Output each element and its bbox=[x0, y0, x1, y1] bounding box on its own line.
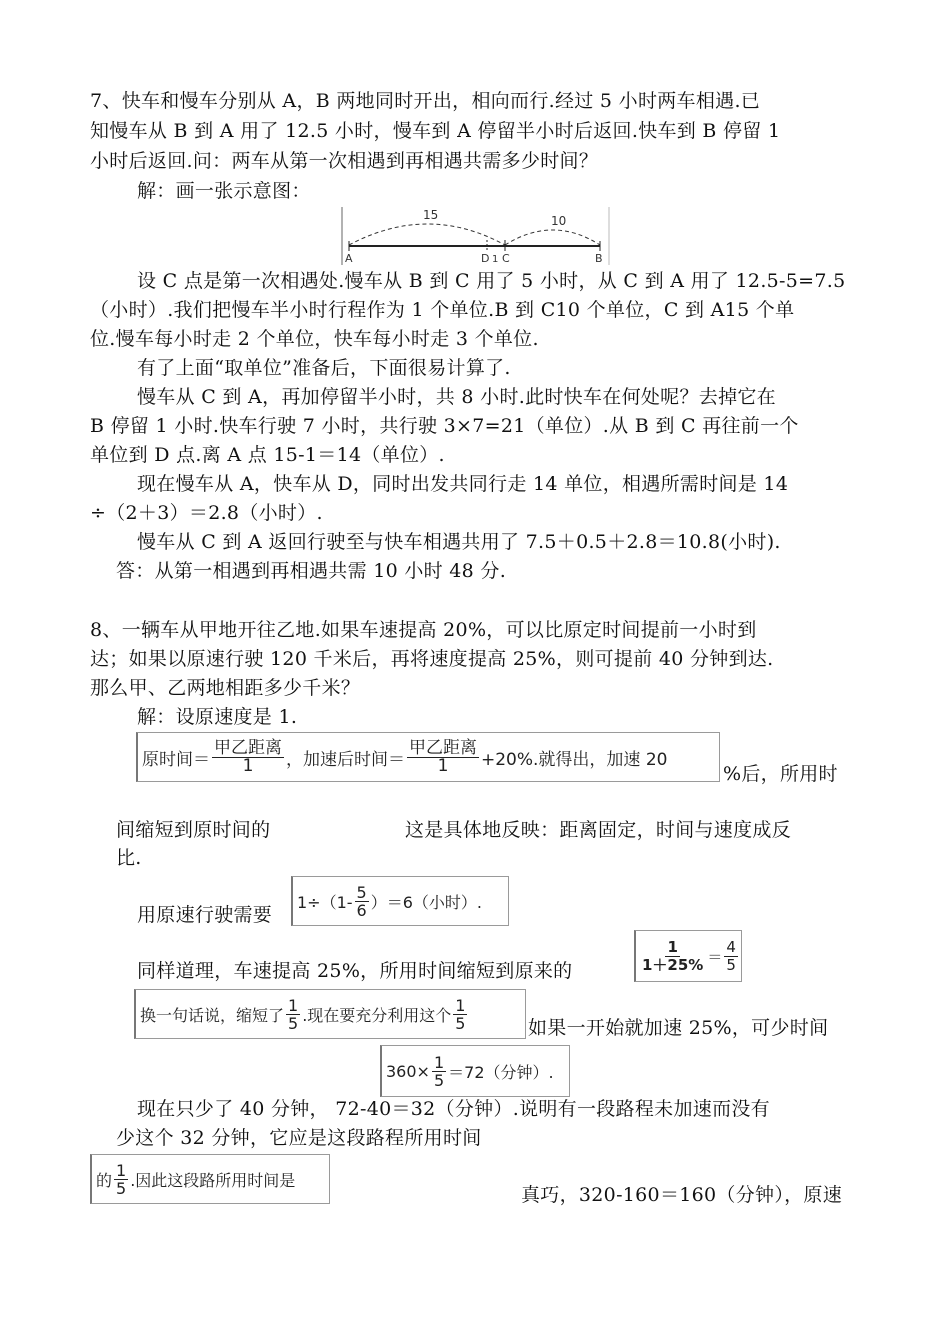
diagram-point-d: D bbox=[481, 252, 490, 265]
fraction-denominator: 5 bbox=[116, 1178, 127, 1198]
p8-line-10: 如果一开始就加速 25%，可少时间 bbox=[528, 1017, 829, 1039]
fraction bbox=[355, 884, 369, 919]
diagram-label-10: 10 bbox=[551, 214, 567, 228]
p8-line-2: 达；如果以原速行驶 120 千米后，再将速度提高 25%，则可提前 40 分钟到达. bbox=[90, 648, 774, 670]
fraction-denominator: 5 bbox=[726, 955, 736, 974]
diagram-unit-1: 1 bbox=[492, 254, 499, 265]
formula-text: ＝ bbox=[707, 947, 723, 966]
formula-text: .现在要充分利用这个 bbox=[302, 1005, 452, 1025]
fraction-numerator: 1 bbox=[433, 1052, 445, 1072]
p7-line-8: 有了上面“取单位”准备后，下面很易计算了. bbox=[137, 357, 511, 379]
diagram-point-b: B bbox=[595, 252, 603, 265]
p8-line-11: 现在只少了 40 分钟， 72-40＝32（分钟）.说明有一段路程未加速而没有 bbox=[137, 1098, 770, 1120]
p8-line-12: 少这个 32 分钟，它应是这段路程所用时间 bbox=[116, 1127, 482, 1149]
p7-line-14: 慢车从 C 到 A 返回行驶至与快车相遇共用了 7.5＋0.5＋2.8＝10.8(小时). bbox=[137, 531, 781, 553]
formula-text: .因此这段路所用时间是 bbox=[130, 1170, 296, 1190]
p7-solution-heading: 解：画一张示意图： bbox=[137, 180, 311, 202]
fraction bbox=[212, 737, 284, 776]
formula-box-original-time bbox=[291, 876, 509, 926]
fraction-denominator: 5 bbox=[455, 1013, 466, 1033]
p7-line-7: 位.慢车每小时走 2 个单位，快车每小时走 3 个单位. bbox=[90, 328, 539, 350]
p7-line-3: 小时后返回.问：两车从第一次相遇到再相遇共需多少时间？ bbox=[90, 150, 599, 172]
formula-text: ＝72（分钟）. bbox=[448, 1062, 554, 1082]
p8-line-7: 比. bbox=[116, 847, 142, 869]
fraction bbox=[286, 997, 300, 1032]
fraction-numerator: 1 bbox=[288, 995, 299, 1015]
fraction bbox=[453, 997, 467, 1032]
formula-text: ，加速后时间＝ bbox=[286, 749, 405, 770]
diagram-label-15: 15 bbox=[423, 208, 439, 222]
fraction-denominator: 6 bbox=[356, 900, 367, 920]
p7-line-9: 慢车从 C 到 A，再加停留半小时，共 8 小时.此时快车在何处呢？去掉它在 bbox=[137, 386, 776, 408]
p8-line-6a: 间缩短到原时间的 bbox=[116, 819, 271, 841]
p8-line-1: 8、一辆车从甲地开往乙地.如果车速提高 20%，可以比原定时间提前一小时到 bbox=[90, 619, 757, 641]
formula-text: 的 bbox=[96, 1170, 113, 1190]
p8-line-6b: 这是具体地反映：距离固定，时间与速度成反 bbox=[405, 819, 792, 841]
fraction-numerator: 1 bbox=[116, 1160, 127, 1180]
fraction bbox=[114, 1162, 128, 1197]
p8-line-13: 真巧，320-160＝160（分钟），原速 bbox=[521, 1184, 843, 1206]
p7-line-5: 设 C 点是第一次相遇处.慢车从 B 到 C 用了 5 小时，从 C 到 A 用了 12.5-5=7.5 bbox=[137, 270, 846, 292]
formula-text: 360× bbox=[386, 1061, 430, 1081]
fraction bbox=[407, 737, 479, 776]
formula-box-shortened bbox=[134, 989, 526, 1039]
formula-text: ）＝6（小时）. bbox=[370, 892, 483, 912]
fraction-numerator: 甲乙距离 bbox=[409, 737, 477, 758]
fraction bbox=[432, 1054, 446, 1089]
fraction-denominator: 5 bbox=[433, 1070, 445, 1090]
p7-line-1: 7、快车和慢车分别从 A，B 两地同时开出，相向而行.经过 5 小时两车相遇.已 bbox=[90, 90, 761, 112]
fraction-denominator: 1 bbox=[437, 755, 449, 776]
fraction-numerator: 5 bbox=[356, 882, 367, 902]
p7-line-13: ÷（2＋3）＝2.8（小时）. bbox=[90, 502, 323, 524]
fraction-numerator: 4 bbox=[726, 937, 736, 956]
formula-box-segment-time bbox=[90, 1154, 330, 1204]
fraction-denominator: 1＋25% bbox=[642, 955, 704, 974]
fraction bbox=[724, 939, 738, 974]
fraction-denominator: 5 bbox=[288, 1013, 299, 1033]
diagram-point-c: C bbox=[502, 252, 510, 265]
formula-text: +20%.就得出，加速 20 bbox=[481, 749, 668, 770]
p7-line-12: 现在慢车从 A，快车从 D，同时出发共同行走 14 单位，相遇所需时间是 14 bbox=[137, 473, 789, 495]
p7-answer: 答：从第一相遇到再相遇共需 10 小时 48 分. bbox=[116, 560, 507, 582]
p7-line-11: 单位到 D 点.离 A 点 15-1＝14（单位）. bbox=[90, 444, 445, 466]
p8-line-5-tail: %后，所用时 bbox=[723, 763, 838, 785]
diagram-point-a: A bbox=[345, 252, 353, 265]
fraction-numerator: 甲乙距离 bbox=[214, 737, 282, 758]
fraction-denominator: 1 bbox=[242, 755, 254, 776]
fraction-numerator: 1 bbox=[455, 995, 466, 1015]
p8-line-8: 用原速行驶需要 bbox=[137, 904, 273, 926]
p8-line-3: 那么甲、乙两地相距多少千米？ bbox=[90, 677, 361, 699]
p7-line-2: 知慢车从 B 到 A 用了 12.5 小时，慢车到 A 停留半小时后返回.快车到 B 停留 1 bbox=[90, 120, 781, 142]
formula-text: 原时间＝ bbox=[142, 749, 210, 770]
formula-text: 换一句话说，缩短了 bbox=[140, 1005, 285, 1025]
p8-line-9: 同样道理，车速提高 25%，所用时间缩短到原来的 bbox=[137, 960, 573, 982]
p8-solution-heading: 解：设原速度是 1. bbox=[137, 706, 298, 728]
fraction-numerator: 1 bbox=[667, 937, 678, 956]
formula-box-time bbox=[136, 732, 720, 782]
formula-box-ratio bbox=[634, 930, 742, 982]
formula-text: 1÷（1- bbox=[297, 892, 353, 912]
p7-line-10: B 停留 1 小时.快车行驶 7 小时，共行驶 3×7=21（单位）.从 B 到 C 再往前一个 bbox=[90, 415, 799, 437]
fraction bbox=[640, 939, 705, 974]
p7-diagram bbox=[341, 205, 611, 267]
p7-line-6: （小时）.我们把慢车半小时行程作为 1 个单位.B 到 C10 个单位，C 到 A15 个单 bbox=[90, 299, 795, 321]
formula-box-minutes bbox=[380, 1045, 570, 1097]
